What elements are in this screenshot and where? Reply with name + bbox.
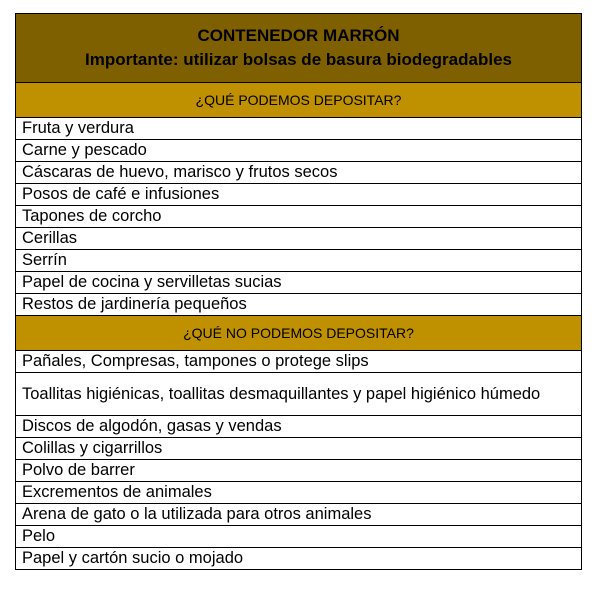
table-row [16,140,582,162]
table-row [16,482,582,504]
table-row [16,548,582,570]
table-row [16,373,582,416]
not-allowed-item: Discos de algodón, gasas y vendas [16,416,582,438]
allowed-item: Restos de jardinería pequeños [16,294,582,316]
table-row [16,206,582,228]
table-row [16,460,582,482]
table-row [16,351,582,373]
not-allowed-item: Polvo de barrer [16,460,582,482]
title-row [16,14,582,83]
allowed-item: Papel de cocina y servilletas sucias [16,272,582,294]
table-row [16,294,582,316]
allowed-item: Serrín [16,250,582,272]
allowed-item: Fruta y verdura [16,118,582,140]
table-row [16,272,582,294]
table-row [16,228,582,250]
not-allowed-item: Toallitas higiénicas, toallitas desmaquillantes y papel higiénico húmedo [16,373,582,416]
table-row [16,250,582,272]
table-row [16,438,582,460]
not-allowed-item: Arena de gato o la utilizada para otros animales [16,504,582,526]
not-allowed-item: Colillas y cigarrillos [16,438,582,460]
table-row [16,416,582,438]
not-allowed-item: Papel y cartón sucio o mojado [16,548,582,570]
allowed-item: Cáscaras de huevo, marisco y frutos secos [16,162,582,184]
table-row [16,526,582,548]
table-row [16,184,582,206]
not-allowed-item: Excrementos de animales [16,482,582,504]
not-allowed-heading-row [16,316,582,351]
table-row [16,162,582,184]
not-allowed-item: Pelo [16,526,582,548]
table-row [16,504,582,526]
brown-container-table [15,13,582,570]
container-title: CONTENEDOR MARRÓN [197,26,400,45]
allowed-item: Posos de café e infusiones [16,184,582,206]
allowed-item: Carne y pescado [16,140,582,162]
allowed-heading: ¿QUÉ PODEMOS DEPOSITAR? [16,83,582,118]
table-row [16,118,582,140]
allowed-heading-row [16,83,582,118]
allowed-item: Tapones de corcho [16,206,582,228]
title-cell [16,14,582,83]
not-allowed-heading: ¿QUÉ NO PODEMOS DEPOSITAR? [16,316,582,351]
not-allowed-item: Pañales, Compresas, tampones o protege slips [16,351,582,373]
allowed-item: Cerillas [16,228,582,250]
container-subtitle: Importante: utilizar bolsas de basura biodegradables [85,50,512,69]
